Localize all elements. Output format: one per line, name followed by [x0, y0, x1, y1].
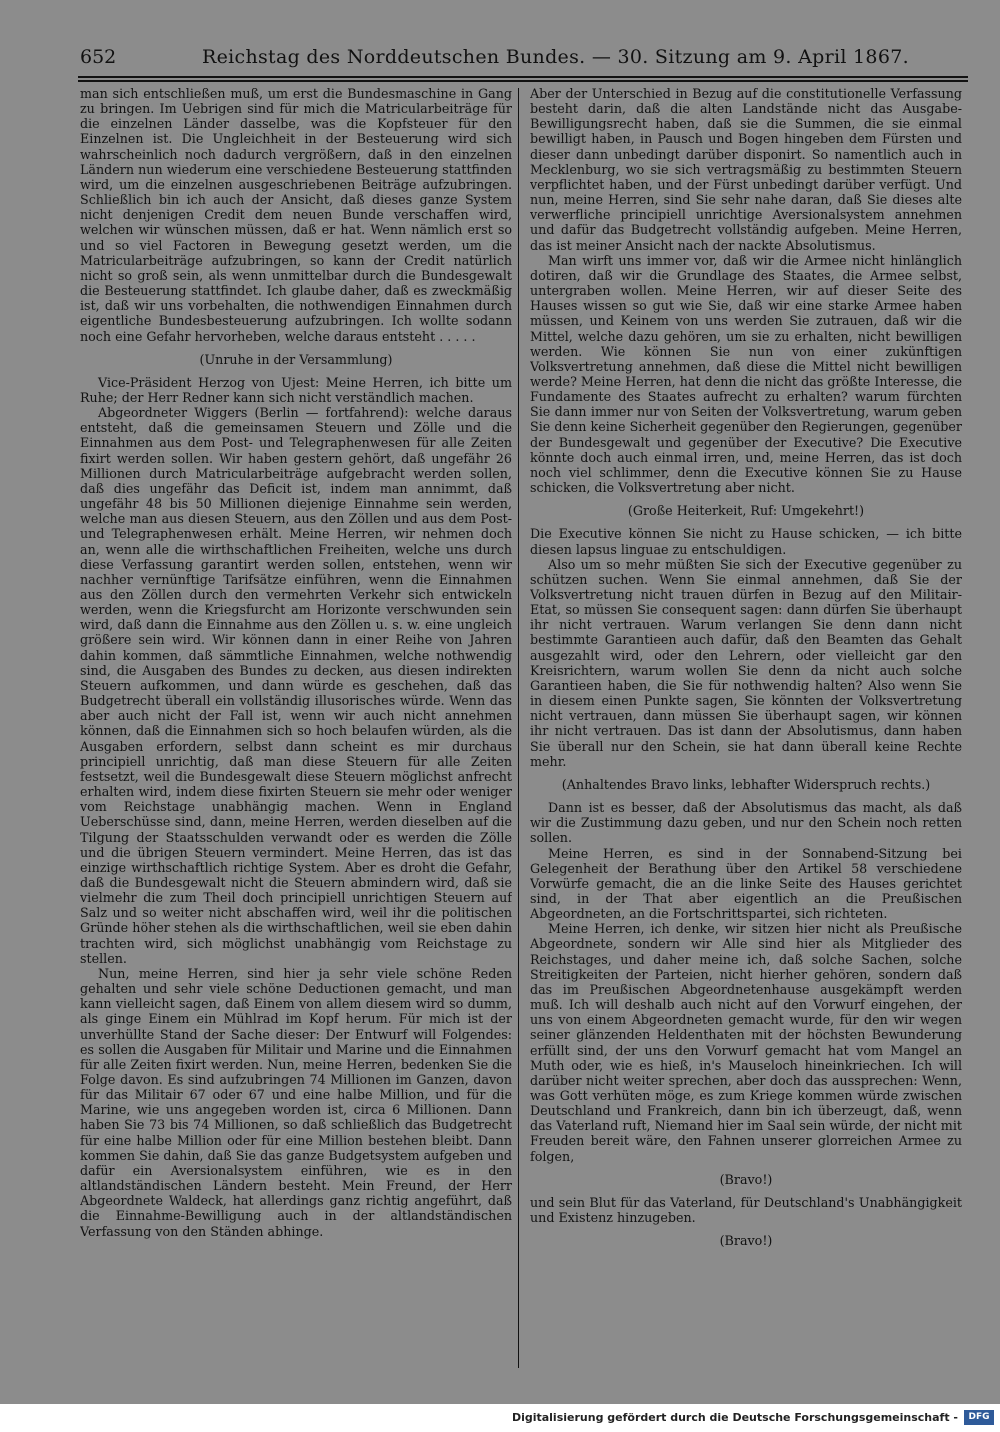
paragraph: (Anhaltendes Bravo links, lebhafter Widerspruch rechts.)	[561, 776, 931, 792]
column-divider	[518, 88, 519, 1368]
header-rule-double	[78, 80, 968, 82]
paragraph: Nun, meine Herren, sind hier ja sehr viele schöne Reden gehalten und sehr viele schöne Deductionen gemacht, und man kann vielleicht sagen, daß Einem von allem diesem wird so dumm, als ginge Einem ein Mühlrad im Kopf herum. Für mich ist der unverhüllte Stand der Sache dieser: Der Entwurf will Folgendes: es sollen die Ausgaben für Militair und Marine und die Einnahmen für alle Zeiten fixirt werden. Nun, meine Herren, bedenken Sie die Folge davon. Es sind aufzubringen 74 Millionen im Ganzen, davon für das Militair 67 oder 67 und eine halbe Million, und für die Marine, wie uns angegeben worden ist, circa 6 Millionen. Dann haben Sie 73 bis 74 Millionen, so daß schließlich das Budgetrecht für eine halbe Million oder für eine Million bestehen bleibt. Dann kommen Sie dahin, daß Sie das ganze Budgetsystem aufgeben und dafür ein Aversionalsystem einführen, wie es in den altlandständischen Ländern besteht. Mein Freund, der Herr Abgeordnete Waldeck, hat allerdings ganz richtig angeführt, daß die Einnahme-Bewilligung auch in der altlandständischen Verfassung von den Ständen abhinge.	[80, 965, 512, 1239]
paragraph: Vice-Präsident Herzog von Ujest: Meine Herren, ich bitte um Ruhe; der Herr Redner kann sich nicht verständlich machen.	[80, 374, 512, 405]
paragraph: Die Executive können Sie nicht zu Hause schicken, — ich bitte diesen lapsus linguae zu entschuldigen.	[530, 526, 962, 557]
running-title: Reichstag des Norddeutschen Bundes. — 30. Sitzung am 9. April 1867.	[202, 46, 909, 68]
paragraph: man sich entschließen muß, um erst die Bundesmaschine in Gang zu bringen. Im Uebrigen sind für mich die Matricularbeiträge für die einzelnen Länder dasselbe, was die Kopfsteuer für den Einzelnen ist. Die Ungleichheit in der Besteuerung wird sich wahrscheinlich noch dadurch vergrößern, daß in den einzelnen Ländern nun wiederum eine verschiedene Besteuerung stattfinden wird, um die einzelnen ausgeschriebenen Beiträge aufzubringen. Schließlich bin ich auch der Ansicht, daß dieses ganze System nicht denjenigen Credit dem neuen Bunde verschaffen wird, welchen wir wünschen müssen, daß er hat. Wenn nämlich erst so und so viel Factoren in Bewegung gesetzt werden, um die Matricularbeiträge aufzubringen, so kann der Credit natürlich nicht so groß sein, als wenn unmittelbar durch die Bundesgewalt die Besteuerung stattfindet. Ich glaube daher, daß es zweckmäßig ist, daß wir uns vorbehalten, die nothwendigen Einnahmen durch eigentliche Bundesbesteuerung aufzubringen. Ich wollte sodann noch eine Gefahr hervorheben, welche daraus entsteht . . . . .	[80, 86, 512, 344]
paragraph: Abgeordneter Wiggers (Berlin — fortfahrend): welche daraus entsteht, daß die gemeinsamen Steuern und Zölle und die Einnahmen aus dem Post- und Telegraphenwesen für alle Zeiten fixirt werden sollen. Wir haben gestern gehört, daß ungefähr 26 Millionen durch Matricularbeiträge aufgebracht werden sollen, daß dies ungefähr das Deficit ist, indem man annimmt, daß ungefähr 48 bis 50 Millionen diejenige Einnahme sein werden, welche man aus diesen Steuern, aus den Zöllen und aus dem Post- und Telegraphenwesen erhält. Meine Herren, wir nehmen doch an, wenn alle die wirthschaftlichen Freiheiten, welche uns durch diese Verfassung garantirt werden sollen, entstehen, wenn wir nachher vernünftige Tarifsätze einführen, wenn die Einnahmen aus den Zöllen durch den vermehrten Verkehr sich entwickeln werden, wenn die Kriegsfurcht am Horizonte verschwunden sein wird, daß dann die Einnahme aus den Zöllen u. s. w. eine ungleich größere sein wird. Wir können dann in einer Reihe von Jahren dahin kommen, daß sämmtliche Einnahmen, welche nothwendig sind, die Ausgaben des Bundes zu decken, aus diesen indirekten Steuern aufkommen, und dann würde es geschehen, daß das Budgetrecht überall ein vollständig illusorisches würde. Wenn das aber auch nicht der Fall ist, wenn wir auch nicht annehmen können, daß die Einnahmen sich so hoch belaufen würden, als die Ausgaben erfordern, selbst dann scheint es mir durchaus principiell unrichtig, daß man diese Steuern für alle Zeiten festsetzt, weil die Bundesgewalt diese Steuern möglichst anfrecht erhalten wird, indem diese fixirten Steuern sie mehr oder weniger vom Reichstage unabhängig machen. Wenn in England Ueberschüsse sind, dann, meine Herren, werden dieselben auf die Tilgung der Staatsschulden verwandt oder es werden die Zölle und die übrigen Steuern vermindert. Meine Herren, das ist das einzige wirthschaftlich richtige System. Aber es droht die Gefahr, daß die Bundesgewalt nicht die Steuern abmindern wird, daß sie vielmehr die zum Theil doch principiell unrichtigen Steuern auf Salz und so weiter nicht abschaffen wird, weil ihr die politischen Gründe höher stehen als die wirthschaftlichen, weil sie eben dahin trachten wird, sich möglichst unabhängig vom Reichstage zu stellen.	[80, 405, 512, 966]
paragraph: Meine Herren, ich denke, wir sitzen hier nicht als Preußische Abgeordnete, sondern wir Alle sind hier als Mitglieder des Reichstages, und daher meine ich, daß solche Sachen, solche Streitigkeiten der Parteien, nicht hierher gehören, sondern daß das im Preußischen Abgeordnetenhause ausgekämpft werden muß. Ich will deshalb auch nicht auf den Vorwurf eingehen, der uns von einem Abgeordneten gemacht wurde, für den wir wegen seiner glänzenden Heldenthaten mit der höchsten Bewunderung erfüllt sind, der uns den Vorwurf gemacht hat vom Mangel an Muth oder, wie es hieß, in's Mauseloch hineinkriechen. Ich will darüber nicht weiter sprechen, aber doch das aussprechen: Wenn, was Gott verhüten möge, es zum Kriege kommen würde zwischen Deutschland und Frankreich, dann bin ich überzeugt, daß, wenn das Vaterland ruft, Niemand hier im Saal sein würde, der nicht mit Freuden bereit wäre, den Fahnen unserer glorreichen Armee zu folgen,	[530, 921, 962, 1164]
paragraph: Man wirft uns immer vor, daß wir die Armee nicht hinlänglich dotiren, daß wir die Grundlage des Staates, die Armee selbst, untergraben wollen. Meine Herren, wir auf dieser Seite des Hauses wissen so gut wie Sie, daß wir eine starke Armee haben müssen, und Keinem von uns werden Sie zutrauen, daß wir die Mittel, welche dazu gehören, um sie zu erhalten, nicht bewilligen werden. Wie können Sie nun von einer zukünftigen Volksvertretung annehmen, daß diese die Mittel nicht bewilligen werde? Meine Herren, hat denn die nicht das größte Interesse, die Fundamente des Staates aufrecht zu erhalten? warum fürchten Sie dann immer nur von Seiten der Volksvertretung, warum geben Sie denn keine Sicherheit gegenüber den Regierungen, gegenüber der Bundesgewalt und gegenüber der Executive? Die Executive könnte doch auch einmal irren, und, meine Herren, das ist doch noch viel schlimmer, denn die Executive können Sie zu Hause schicken, die Volksvertretung aber nicht.	[530, 252, 962, 496]
paragraph: (Unruhe in der Versammlung)	[199, 351, 393, 367]
paragraph: und sein Blut für das Vaterland, für Deutschland's Unabhängigkeit und Existenz hinzugeben.	[530, 1194, 962, 1226]
paragraph: Also um so mehr müßten Sie sich der Executive gegenüber zu schützen suchen. Wenn Sie einmal annehmen, daß Sie der Volksvertretung nicht trauen dürfen in Bezug auf den Militair-Etat, so müssen Sie consequent sagen: dann dürfen Sie überhaupt ihr nicht vertrauen. Warum verlangen Sie denn dann nicht bestimmte Garantieen auch dafür, daß den Beamten das Gehalt ausgezahlt wird, oder den Lehrern, oder vielleicht gar den Kreisrichtern, warum wollen Sie denn da nicht auch solche Garantieen haben, die Sie für nothwendig halten? Also wenn Sie in diesem einen Punkte sagen, Sie könnten der Volksvertretung nicht vertrauen, dann müssen Sie überhaupt sagen, wir können ihr nicht vertrauen. Das ist dann der Absolutismus, dann haben Sie überall nur den Schein, sie hat dann überall keine Rechte mehr.	[530, 556, 962, 769]
paragraph: (Bravo!)	[719, 1171, 773, 1187]
dfg-logo: DFG	[964, 1410, 994, 1425]
page-number: 652	[80, 46, 117, 68]
left-column	[80, 86, 512, 1368]
paragraph: Dann ist es besser, daß der Absolutismus das macht, als daß wir die Zustimmung dazu geben, und nur den Schein noch retten sollen.	[530, 800, 962, 846]
funding-notice: Digitalisierung gefördert durch die Deutsche Forschungsgemeinschaft -	[511, 1411, 958, 1424]
header-rule	[78, 76, 968, 78]
page-header	[80, 46, 909, 74]
right-column	[530, 86, 962, 1368]
digitization-footer	[0, 1404, 1000, 1432]
paragraph: (Bravo!)	[719, 1233, 773, 1249]
paragraph: Aber der Unterschied in Bezug auf die constitutionelle Verfassung besteht darin, daß die alten Landstände nicht das Ausgabe-Bewilligungsrecht haben, daß sie die Summen, die sie einmal bewilligt haben, in Pausch und Bogen hingeben dem Fürsten und dieser dann unbedingt darüber disponirt. So namentlich auch in Mecklenburg, wo sie sich vertragsmäßig zu bestimmten Steuern verpflichtet haben, und der Fürst unbedingt darüber verfügt. Und nun, meine Herren, sind Sie sehr nahe daran, daß Sie dieses alte verwerfliche principiell unrichtige Aversionalsystem annehmen und dafür das Budgetrecht vollständig aufgeben. Meine Herren, das ist meiner Ansicht nach der nackte Absolutismus.	[530, 86, 962, 253]
paragraph: (Große Heiterkeit, Ruf: Umgekehrt!)	[627, 503, 865, 519]
paragraph: Meine Herren, es sind in der Sonnabend-Sitzung bei Gelegenheit der Berathung über den Artikel 58 verschiedene Vorwürfe gemacht, die an die linke Seite des Hauses gerichtet sind, in der That aber eigentlich an die Preußischen Abgeordneten, an die Fortschrittspartei, sich richteten.	[530, 845, 962, 922]
